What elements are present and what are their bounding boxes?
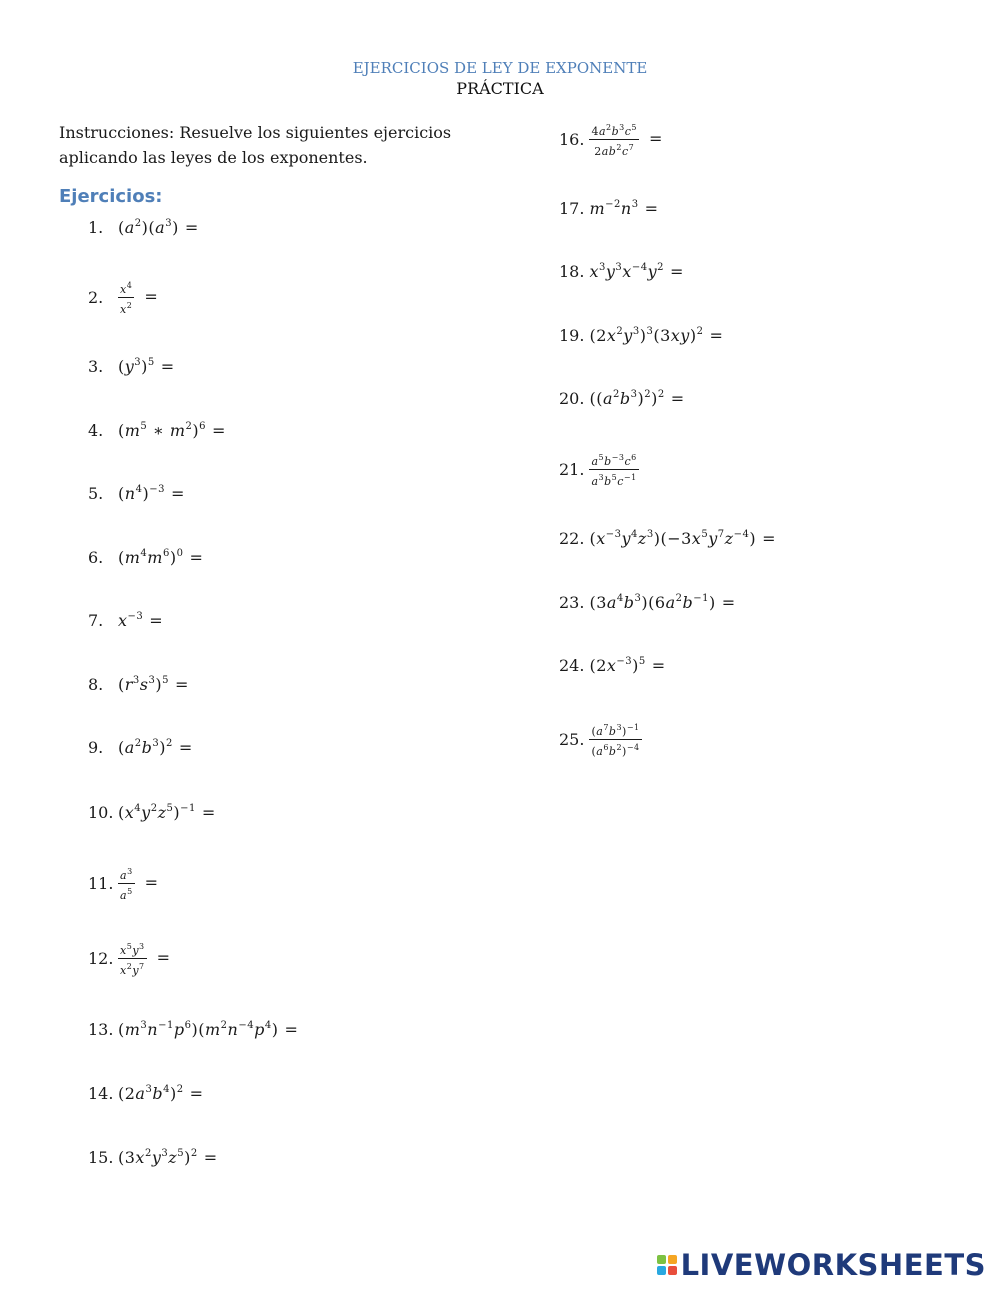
exercise-11 — [88, 866, 159, 900]
exercise-2 — [88, 280, 158, 314]
liveworksheets-logo[interactable] — [657, 1248, 986, 1282]
exercise-7 — [88, 603, 163, 637]
logo-square-green — [657, 1255, 666, 1264]
instructions: Instrucciones: Resuelve los siguientes ejercicios aplicando las leyes de los exponentes. — [59, 123, 452, 167]
logo-square-red — [668, 1266, 677, 1275]
exercise-expression: $(a^2b^3)^2$ = — [118, 737, 193, 757]
exercise-number: 10. — [88, 802, 114, 822]
logo-text: LIVEWORKSHEETS — [680, 1248, 986, 1282]
exercise-expression: $(2a^3b^4)^2$ = — [118, 1083, 204, 1103]
exercise-number: 13. — [88, 1019, 114, 1039]
exercise-number: 5. — [88, 483, 104, 503]
exercise-number: 23. — [559, 592, 585, 612]
exercise-12 — [88, 941, 171, 975]
exercise-8 — [88, 667, 189, 701]
section-heading: Ejercicios: — [59, 186, 163, 207]
exercise-21 — [559, 452, 643, 486]
worksheet-subtitle: PRÁCTICA — [456, 79, 544, 98]
exercise-number: 21. — [559, 459, 585, 479]
exercise-number: 14. — [88, 1083, 114, 1103]
exercise-3 — [88, 349, 175, 383]
logo-square-orange — [668, 1255, 677, 1264]
exercise-expression: $m^{-2}n^3$ = — [589, 198, 659, 218]
exercise-expression: $(3a^4b^3)(6a^2b^{-1})$ = — [589, 592, 736, 612]
exercise-expression: $\frac{a^3}{a^5}$ = — [120, 866, 159, 902]
exercise-expression: $((a^2b^3)^2)^2$ = — [589, 388, 685, 408]
exercise-16 — [559, 122, 663, 156]
exercise-expression: $\frac{a^5b^{-3}c^6}{a^3b^5c^{-1}}$ — [591, 452, 637, 488]
exercise-expression: $(2x^{-3})^5$ = — [589, 655, 666, 675]
exercise-number: 17. — [559, 198, 585, 218]
exercise-20 — [559, 381, 685, 415]
logo-square-blue — [657, 1266, 666, 1275]
exercise-number: 7. — [88, 610, 104, 630]
exercise-19 — [559, 318, 723, 352]
exercise-24 — [559, 648, 666, 682]
exercise-9 — [88, 730, 193, 764]
exercise-number: 18. — [559, 261, 585, 281]
exercise-expression: $x^3y^3x^{-4}y^2$ = — [589, 261, 684, 281]
exercise-23 — [559, 585, 736, 619]
exercise-5 — [88, 476, 185, 510]
logo-mark-icon — [657, 1255, 677, 1275]
exercise-10 — [88, 795, 216, 829]
exercise-number: 22. — [559, 528, 585, 548]
exercise-number: 6. — [88, 547, 104, 567]
exercise-17 — [559, 191, 658, 225]
exercise-number: 9. — [88, 737, 104, 757]
exercise-expression: $\frac{(a^7b^3)^{-1}}{(a^6b^2)^{-4}}$ — [591, 722, 640, 758]
exercise-expression: $x^{-3}$ = — [118, 610, 164, 630]
exercise-number: 2. — [88, 287, 104, 307]
exercise-4 — [88, 413, 226, 447]
exercise-25 — [559, 722, 646, 756]
exercise-number: 12. — [88, 948, 114, 968]
exercise-18 — [559, 254, 684, 288]
exercise-number: 19. — [559, 325, 585, 345]
worksheet-title: EJERCICIOS DE LEY DE EXPONENTE — [352, 59, 648, 77]
exercise-expression: $\frac{4a^2b^3c^5}{2ab^2c^7}$ = — [591, 122, 663, 158]
exercise-number: 3. — [88, 356, 104, 376]
exercise-expression: $(m^4m^6)^0$ = — [118, 547, 204, 567]
exercise-number: 25. — [559, 729, 585, 749]
exercise-expression: $(n^4)^{-3}$ = — [118, 483, 185, 503]
exercise-number: 15. — [88, 1147, 114, 1167]
exercise-number: 11. — [88, 873, 114, 893]
exercise-13 — [88, 1012, 298, 1046]
exercise-number: 16. — [559, 129, 585, 149]
exercise-15 — [88, 1140, 218, 1174]
exercise-expression: $(y^3)^5$ = — [118, 356, 175, 376]
exercise-expression: $(a^2)(a^3)$ = — [118, 217, 199, 237]
exercise-expression: $\frac{x^4}{x^2}$ = — [120, 280, 159, 316]
exercise-22 — [559, 521, 776, 555]
exercise-14 — [88, 1076, 204, 1110]
exercise-number: 4. — [88, 420, 104, 440]
exercise-number: 20. — [559, 388, 585, 408]
exercise-expression: $(m^3n^{-1}p^6)(m^2n^{-4}p^4)$ = — [118, 1019, 299, 1039]
exercise-expression: $\frac{x^5y^3}{x^2y^7}$ = — [120, 941, 171, 977]
exercise-1 — [88, 210, 199, 244]
exercise-expression: $(r^3s^3)^5$ = — [118, 674, 189, 694]
exercise-expression: $(x^{-3}y^4z^3)(-3x^5y^7z^{-4})$ = — [589, 528, 776, 548]
exercise-expression: $(x^4y^2z^5)^{-1}$ = — [118, 802, 216, 822]
exercise-expression: $(3x^2y^3z^5)^2$ = — [118, 1147, 218, 1167]
exercise-expression: $(2x^2y^3)^3(3xy)^2$ = — [589, 325, 724, 345]
exercise-expression: ($m^5$ ∗ $m^2)^6$ = — [118, 420, 226, 440]
exercise-number: 24. — [559, 655, 585, 675]
exercise-number: 1. — [88, 217, 104, 237]
exercise-number: 8. — [88, 674, 104, 694]
exercise-6 — [88, 540, 203, 574]
